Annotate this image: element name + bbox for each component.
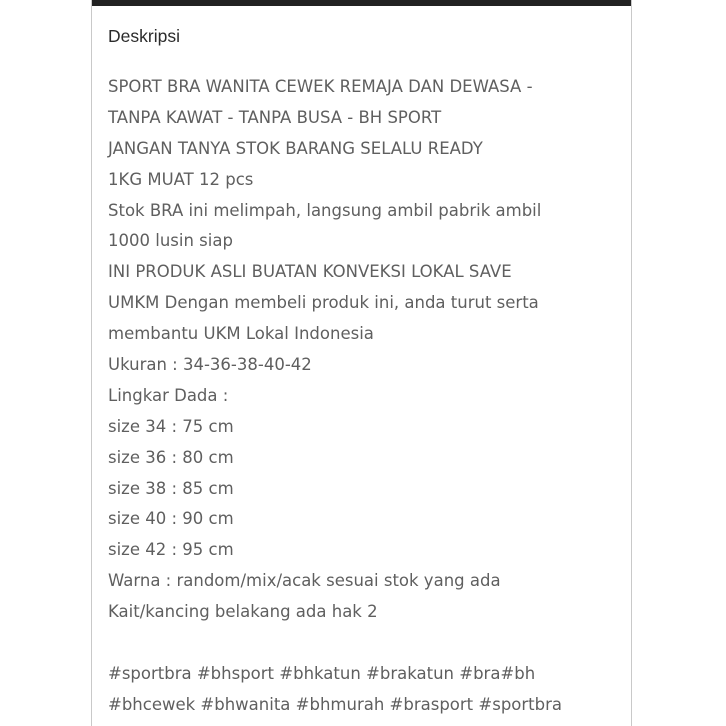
clasp-line: Kait/kancing belakang ada hak 2 <box>108 602 378 622</box>
size-line: size 42 : 95 cm <box>108 540 234 560</box>
size-range-line: Ukuran : 34-36-38-40-42 <box>108 355 312 375</box>
size-line: size 34 : 75 cm <box>108 416 234 436</box>
description-line: TANPA KAWAT - TANPA BUSA - BH SPORT <box>108 107 442 127</box>
hashtag-line: #sportbra #bhsport #bhkatun #brakatun #bra#bh <box>108 663 536 683</box>
description-line: Stok BRA ini melimpah, langsung ambil pabrik ambil <box>108 200 542 220</box>
description-line: JANGAN TANYA STOK BARANG SELALU READY <box>108 138 483 158</box>
size-line: size 40 : 90 cm <box>108 509 234 529</box>
color-line: Warna : random/mix/acak sesuai stok yang ada <box>108 571 501 591</box>
description-line: 1000 lusin siap <box>108 231 233 251</box>
description-line: 1KG MUAT 12 pcs <box>108 169 254 189</box>
description-line: membantu UKM Lokal Indonesia <box>108 324 374 344</box>
description-line: UMKM Dengan membeli produk ini, anda turut serta <box>108 293 539 313</box>
size-line: size 36 : 80 cm <box>108 447 234 467</box>
top-bar <box>92 0 631 6</box>
hashtag-line: #bhcewek #bhwanita #bhmurah #brasport #sportbra <box>108 694 563 714</box>
section-title: Deskripsi <box>108 26 180 46</box>
product-description-panel <box>91 0 632 726</box>
description-body <box>108 72 623 721</box>
description-line: INI PRODUK ASLI BUATAN KONVEKSI LOKAL SAVE <box>108 262 512 282</box>
chest-size-heading: Lingkar Dada : <box>108 385 229 405</box>
description-line: SPORT BRA WANITA CEWEK REMAJA DAN DEWASA - <box>108 77 533 96</box>
size-line: size 38 : 85 cm <box>108 478 234 498</box>
blank-line <box>108 628 623 659</box>
